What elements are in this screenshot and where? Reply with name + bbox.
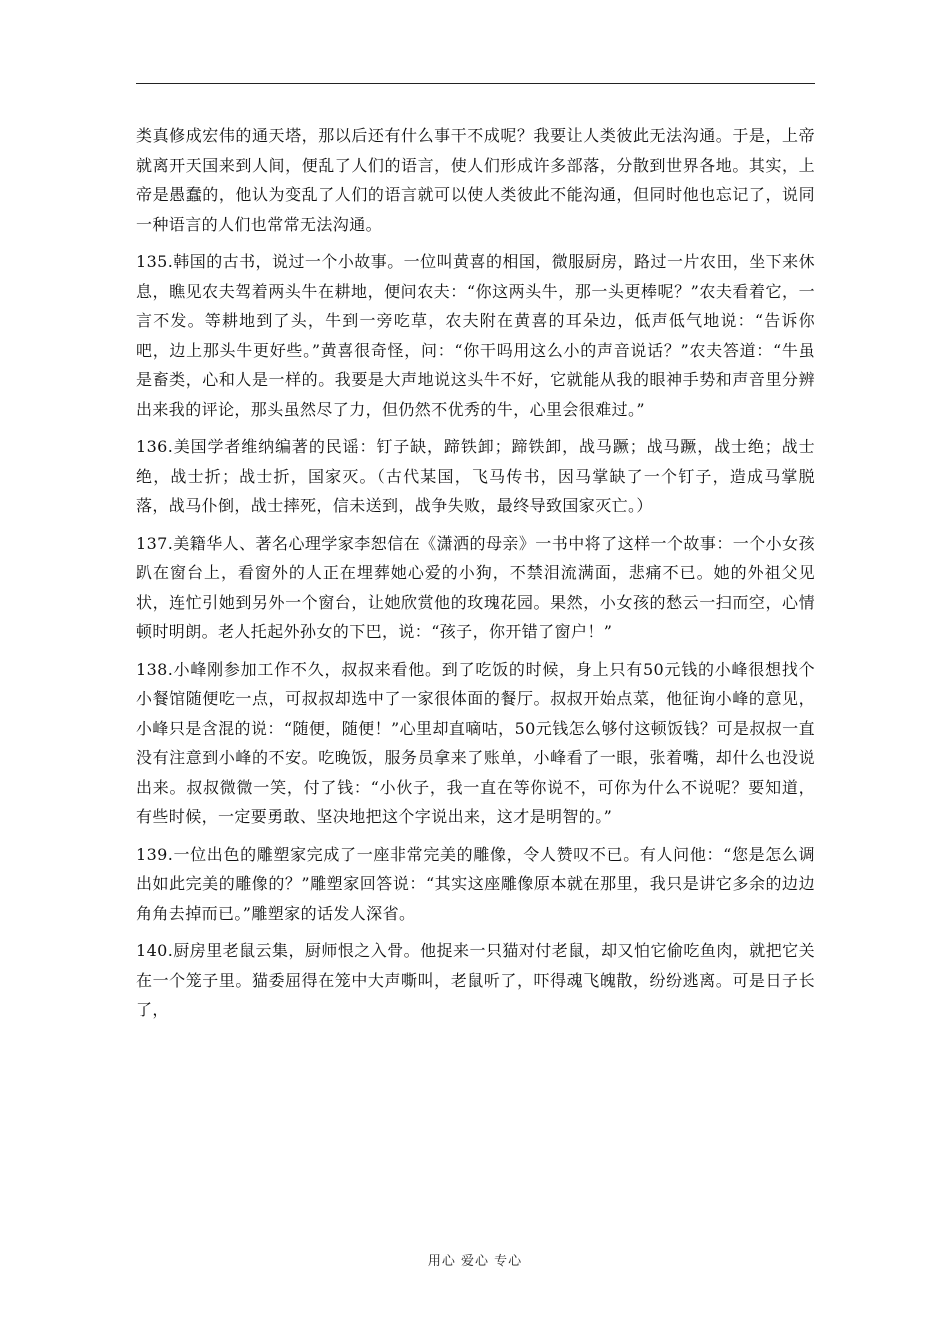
paragraph-139: 139.一位出色的雕塑家完成了一座非常完美的雕像，令人赞叹不已。有人问他：“您是怎么调出如此完美的雕像的？”雕塑家回答说：“其实这座雕像原本就在那里，我只是讲它多余的边边角角去掉而已。”雕塑家的话发人深省。 — [136, 844, 815, 923]
paragraph-138: 138.小峰刚参加工作不久，叔叔来看他。到了吃饭的时候，身上只有50元钱的小峰很想找个小餐馆随便吃一点，可叔叔却选中了一家很体面的餐厅。叔叔开始点菜，他征询小峰的意见，小峰只是含混的说：“随便，随便！”心里却直嘀咕，50元钱怎么够付这顿饭钱？可是叔叔一直没有注意到小峰的不安。吃晚饭，服务员拿来了账单，小峰看了一眼，张着嘴，却什么也没说出来。叔叔微微一笑，付了钱：“小伙子，我一直在等你说不，可你为什么不说呢？要知道，有些时候，一定要勇敢、坚决地把这个字说出来，这才是明智的。” — [136, 659, 815, 826]
paragraph-136: 136.美国学者维纳编著的民谣：钉子缺，蹄铁卸；蹄铁卸，战马蹶；战马蹶，战士绝；战士绝，战士折；战士折，国家灭。（古代某国，飞马传书，因马掌缺了一个钉子，造成马掌脱落，战马仆倒，战士摔死，信未送到，战争失败，最终导致国家灭亡。） — [136, 437, 815, 515]
document-body — [136, 121, 815, 1033]
paragraph-140: 140.厨房里老鼠云集，厨师恨之入骨。他捉来一只猫对付老鼠，却又怕它偷吃鱼肉，就把它关在一个笼子里。猫委屈得在笼中大声嘶叫，老鼠听了，吓得魂飞魄散，纷纷逃离。可是日子长了， — [136, 941, 815, 1019]
paragraph-continuation: 类真修成宏伟的通天塔，那以后还有什么事干不成呢？我要让人类彼此无法沟通。于是，上帝就离开天国来到人间，便乱了人们的语言，使人们形成许多部落，分散到世界各地。其实，上帝是愚蠢的，他认为变乱了人们的语言就可以使人类彼此不能沟通，但同时他也忘记了，说同一种语言的人们也常常无法沟通。 — [136, 126, 815, 234]
page-footer: 用心 爱心 专心 — [427, 1254, 523, 1269]
paragraph-137: 137.美籍华人、著名心理学家李恕信在《潇洒的母亲》一书中将了这样一个故事：一个小女孩趴在窗台上，看窗外的人正在埋葬她心爱的小狗，不禁泪流满面，悲痛不已。她的外祖父见状，连忙引她到另外一个窗台，让她欣赏他的玫瑰花园。果然，小女孩的愁云一扫而空，心情顿时明朗。老人托起外孙女的下巴，说：“孩子，你开错了窗户！” — [136, 533, 815, 641]
header-rule — [136, 83, 815, 84]
paragraph-135: 135.韩国的古书，说过一个小故事。一位叫黄喜的相国，微服厨房，路过一片农田，坐下来休息，瞧见农夫驾着两头牛在耕地，便问农夫：“你这两头牛，那一头更棒呢？”农夫看着它，一言不发。等耕地到了头，牛到一旁吃草，农夫附在黄喜的耳朵边，低声低气地说：“告诉你吧，边上那头牛更好些。”黄喜很奇怪，问：“你干吗用这么小的声音说话？”农夫答道：“牛虽是畜类，心和人是一样的。我要是大声地说这头牛不好，它就能从我的眼神手势和声音里分辨出来我的评论，那头虽然尽了力，但仍然不优秀的牛，心里会很难过。” — [136, 252, 815, 419]
